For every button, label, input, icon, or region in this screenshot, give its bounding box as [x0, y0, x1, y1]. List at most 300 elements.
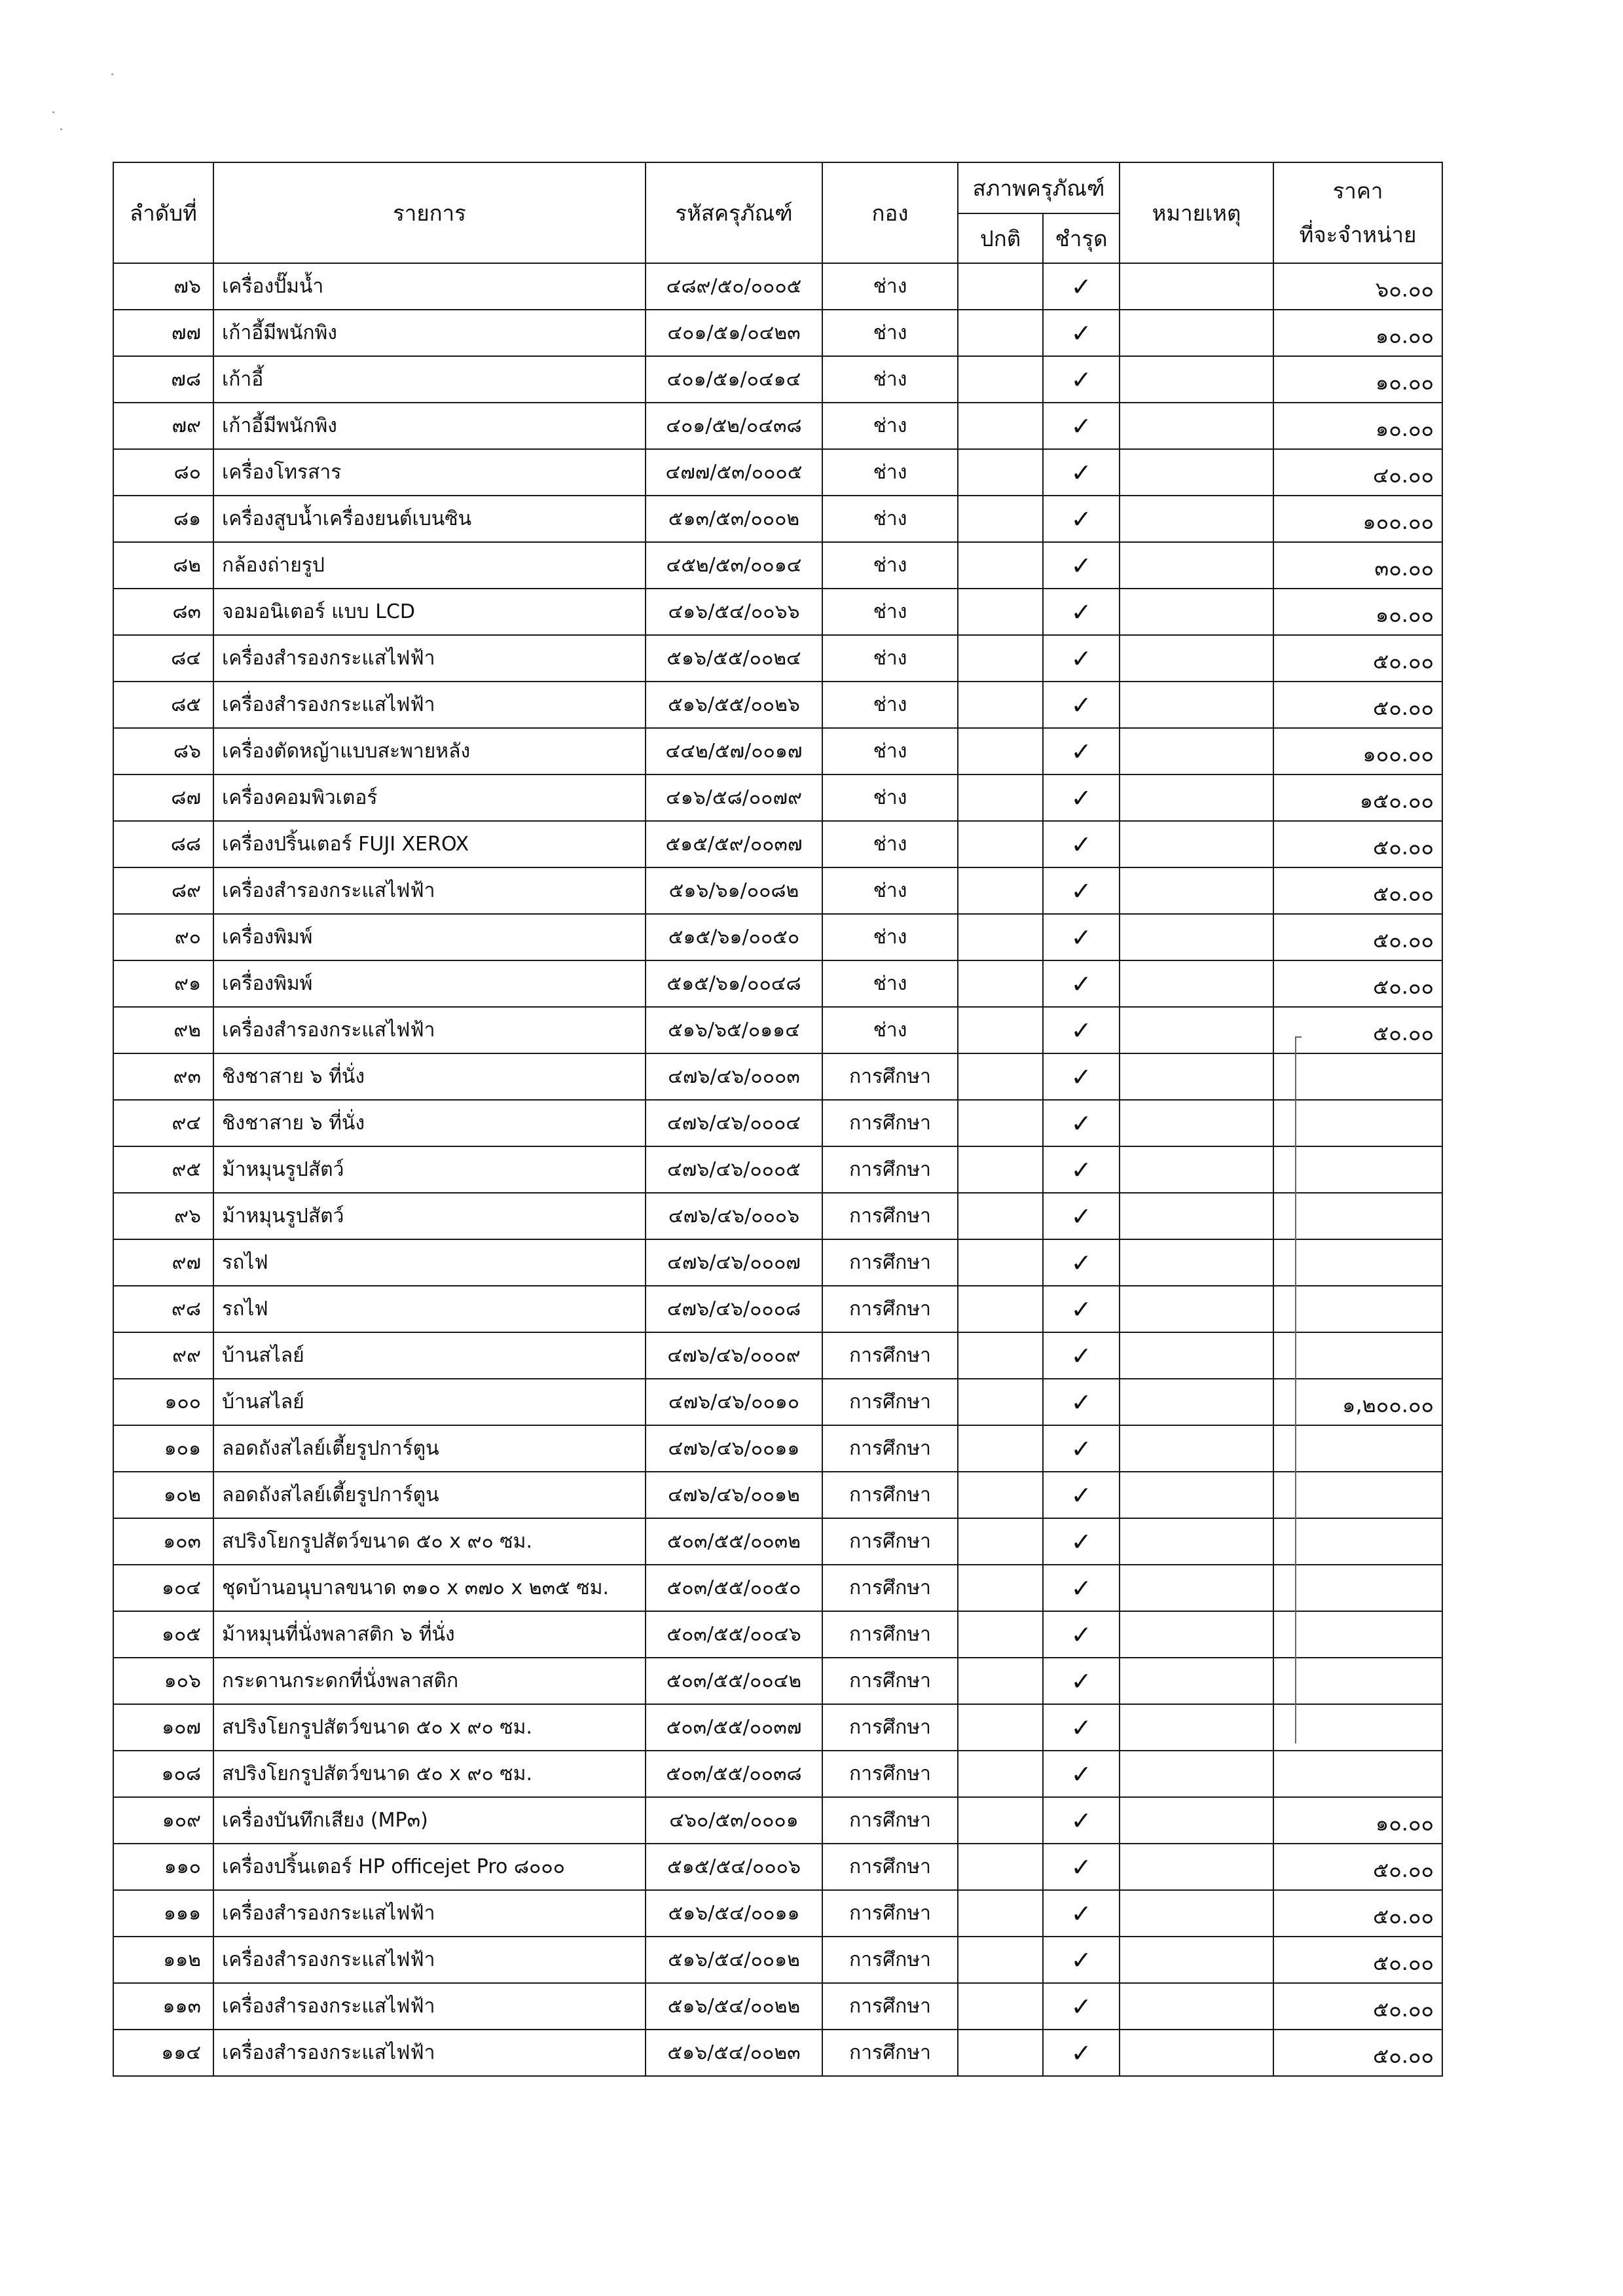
row-asset-code: ๕๑๖/๕๔/๐๐๒๓ [646, 2030, 822, 2076]
row-normal-cell [958, 1239, 1043, 1286]
row-number: ๑๑๐ [113, 1844, 213, 1890]
header-damaged: ชำรุด [1043, 213, 1120, 263]
row-division: การศึกษา [822, 1704, 958, 1751]
row-price: ๕๐.๐๐ [1273, 2030, 1442, 2076]
row-number: ๑๐๒ [113, 1472, 213, 1518]
row-damaged-check-icon: ✓ [1043, 914, 1120, 960]
row-asset-code: ๕๐๓/๕๕/๐๐๓๗ [646, 1704, 822, 1751]
row-division: การศึกษา [822, 1146, 958, 1193]
row-remark-cell [1120, 1472, 1273, 1518]
row-damaged-check-icon: ✓ [1043, 728, 1120, 774]
row-division: การศึกษา [822, 1100, 958, 1146]
row-division: การศึกษา [822, 1332, 958, 1379]
row-normal-cell [958, 682, 1043, 728]
row-normal-cell [958, 1286, 1043, 1332]
row-division: การศึกษา [822, 1472, 958, 1518]
row-division: การศึกษา [822, 1937, 958, 1983]
row-number: ๑๐๔ [113, 1565, 213, 1611]
row-asset-code: ๔๗๖/๔๖/๐๐๑๑ [646, 1425, 822, 1472]
row-number: ๑๐๕ [113, 1611, 213, 1658]
row-division: ช่าง [822, 821, 958, 867]
row-number: ๙๐ [113, 914, 213, 960]
row-remark-cell [1120, 496, 1273, 542]
row-division: ช่าง [822, 867, 958, 914]
row-division: การศึกษา [822, 1053, 958, 1100]
row-division: ช่าง [822, 589, 958, 635]
row-price: ๑๐.๐๐ [1273, 403, 1442, 449]
row-damaged-check-icon: ✓ [1043, 356, 1120, 403]
row-normal-cell [958, 914, 1043, 960]
row-price: ๕๐.๐๐ [1273, 867, 1442, 914]
row-price: ๕๐.๐๐ [1273, 635, 1442, 682]
row-damaged-check-icon: ✓ [1043, 1844, 1120, 1890]
row-price: ๕๐.๐๐ [1273, 1983, 1442, 2030]
row-division: การศึกษา [822, 1658, 958, 1704]
table-row [113, 1983, 1442, 2030]
table-row [113, 1472, 1442, 1518]
row-asset-code: ๔๕๒/๕๓/๐๐๑๔ [646, 542, 822, 589]
row-price: ๕๐.๐๐ [1273, 1007, 1442, 1053]
row-asset-code: ๕๑๖/๕๔/๐๐๒๒ [646, 1983, 822, 2030]
row-item-name: จอมอนิเตอร์ แบบ LCD [213, 589, 646, 635]
row-normal-cell [958, 1983, 1043, 2030]
row-item-name: เก้าอี้มีพนักพิง [213, 403, 646, 449]
header-price-line2: ที่จะจำหน่าย [1299, 222, 1417, 247]
row-normal-cell [958, 635, 1043, 682]
row-number: ๑๐๐ [113, 1379, 213, 1425]
row-normal-cell [958, 1146, 1043, 1193]
row-remark-cell [1120, 1007, 1273, 1053]
row-asset-code: ๕๑๕/๕๔/๐๐๐๖ [646, 1844, 822, 1890]
row-item-name: เครื่องพิมพ์ [213, 960, 646, 1007]
row-price [1273, 1053, 1442, 1100]
row-item-name: ชุดบ้านอนุบาลขนาด ๓๑๐ x ๓๗๐ x ๒๓๕ ซม. [213, 1565, 646, 1611]
row-asset-code: ๔๗๖/๔๖/๐๐๐๘ [646, 1286, 822, 1332]
row-asset-code: ๕๐๓/๕๕/๐๐๔๖ [646, 1611, 822, 1658]
row-item-name: เครื่องบันทึกเสียง (MP๓) [213, 1797, 646, 1844]
row-normal-cell [958, 496, 1043, 542]
row-price [1273, 1518, 1442, 1565]
row-normal-cell [958, 774, 1043, 821]
row-normal-cell [958, 960, 1043, 1007]
row-price [1273, 1658, 1442, 1704]
table-row [113, 403, 1442, 449]
row-remark-cell [1120, 867, 1273, 914]
row-remark-cell [1120, 589, 1273, 635]
row-damaged-check-icon: ✓ [1043, 1332, 1120, 1379]
table-row [113, 728, 1442, 774]
table-row [113, 1518, 1442, 1565]
row-damaged-check-icon: ✓ [1043, 589, 1120, 635]
row-item-name: เครื่องโทรสาร [213, 449, 646, 496]
table-row [113, 1611, 1442, 1658]
row-damaged-check-icon: ✓ [1043, 1239, 1120, 1286]
row-damaged-check-icon: ✓ [1043, 867, 1120, 914]
row-damaged-check-icon: ✓ [1043, 635, 1120, 682]
row-number: ๙๔ [113, 1100, 213, 1146]
row-number: ๑๑๑ [113, 1890, 213, 1937]
row-damaged-check-icon: ✓ [1043, 1658, 1120, 1704]
row-number: ๗๙ [113, 403, 213, 449]
table-row [113, 635, 1442, 682]
row-item-name: รถไฟ [213, 1286, 646, 1332]
row-price: ๑๐.๐๐ [1273, 1797, 1442, 1844]
row-remark-cell [1120, 1704, 1273, 1751]
row-price: ๑๐๐.๐๐ [1273, 728, 1442, 774]
row-price [1273, 1611, 1442, 1658]
row-item-name: กระดานกระดกที่นั่งพลาสติก [213, 1658, 646, 1704]
table-row [113, 1379, 1442, 1425]
row-normal-cell [958, 403, 1043, 449]
row-division: ช่าง [822, 960, 958, 1007]
row-item-name: กล้องถ่ายรูป [213, 542, 646, 589]
row-remark-cell [1120, 682, 1273, 728]
row-item-name: เครื่องตัดหญ้าแบบสะพายหลัง [213, 728, 646, 774]
row-normal-cell [958, 1518, 1043, 1565]
table-row [113, 1100, 1442, 1146]
row-damaged-check-icon: ✓ [1043, 1472, 1120, 1518]
row-item-name: เครื่องสูบน้ำเครื่องยนต์เบนซิน [213, 496, 646, 542]
row-asset-code: ๔๖๐/๕๓/๐๐๐๑ [646, 1797, 822, 1844]
row-price: ๑๕๐.๐๐ [1273, 774, 1442, 821]
row-remark-cell [1120, 728, 1273, 774]
row-remark-cell [1120, 310, 1273, 356]
row-damaged-check-icon: ✓ [1043, 1146, 1120, 1193]
row-number: ๑๐๗ [113, 1704, 213, 1751]
row-division: ช่าง [822, 635, 958, 682]
row-damaged-check-icon: ✓ [1043, 263, 1120, 310]
row-remark-cell [1120, 1239, 1273, 1286]
row-damaged-check-icon: ✓ [1043, 1286, 1120, 1332]
row-normal-cell [958, 1007, 1043, 1053]
row-damaged-check-icon: ✓ [1043, 1565, 1120, 1611]
row-number: ๑๐๘ [113, 1751, 213, 1797]
row-item-name: ชิงชาสาย ๖ ที่นั่ง [213, 1100, 646, 1146]
row-normal-cell [958, 310, 1043, 356]
header-condition: สภาพครุภัณฑ์ [958, 162, 1120, 213]
row-price [1273, 1704, 1442, 1751]
table-row [113, 960, 1442, 1007]
row-item-name: บ้านสไลย์ [213, 1332, 646, 1379]
row-remark-cell [1120, 1425, 1273, 1472]
row-normal-cell [958, 1890, 1043, 1937]
table-row [113, 589, 1442, 635]
row-number: ๘๒ [113, 542, 213, 589]
row-item-name: สปริงโยกรูปสัตว์ขนาด ๕๐ x ๙๐ ซม. [213, 1751, 646, 1797]
table-row [113, 1844, 1442, 1890]
row-item-name: เครื่องสำรองกระแสไฟฟ้า [213, 1937, 646, 1983]
row-number: ๑๐๓ [113, 1518, 213, 1565]
row-item-name: ลอดถังสไลย์เตี้ยรูปการ์ตูน [213, 1472, 646, 1518]
row-number: ๙๙ [113, 1332, 213, 1379]
row-remark-cell [1120, 1658, 1273, 1704]
row-normal-cell [958, 1565, 1043, 1611]
table-row [113, 1937, 1442, 1983]
table-row [113, 356, 1442, 403]
row-damaged-check-icon: ✓ [1043, 449, 1120, 496]
row-division: ช่าง [822, 774, 958, 821]
row-division: ช่าง [822, 728, 958, 774]
row-asset-code: ๕๑๕/๕๙/๐๐๓๗ [646, 821, 822, 867]
row-remark-cell [1120, 914, 1273, 960]
row-item-name: เครื่องคอมพิวเตอร์ [213, 774, 646, 821]
row-price: ๕๐.๐๐ [1273, 1937, 1442, 1983]
row-division: การศึกษา [822, 1611, 958, 1658]
row-price [1273, 1239, 1442, 1286]
row-remark-cell [1120, 1332, 1273, 1379]
table-row [113, 1890, 1442, 1937]
row-remark-cell [1120, 542, 1273, 589]
table-row [113, 774, 1442, 821]
row-remark-cell [1120, 1937, 1273, 1983]
row-number: ๘๗ [113, 774, 213, 821]
table-row [113, 1704, 1442, 1751]
row-number: ๗๗ [113, 310, 213, 356]
row-remark-cell [1120, 1518, 1273, 1565]
table-row [113, 1332, 1442, 1379]
row-asset-code: ๔๐๑/๕๒/๐๔๓๘ [646, 403, 822, 449]
row-damaged-check-icon: ✓ [1043, 1937, 1120, 1983]
table-row [113, 1286, 1442, 1332]
table-row [113, 821, 1442, 867]
row-number: ๘๘ [113, 821, 213, 867]
row-item-name: เก้าอี้ [213, 356, 646, 403]
row-division: ช่าง [822, 310, 958, 356]
row-remark-cell [1120, 1890, 1273, 1937]
row-division: ช่าง [822, 914, 958, 960]
row-division: การศึกษา [822, 1193, 958, 1239]
header-no: ลำดับที่ [113, 162, 213, 263]
table-header [113, 162, 1442, 263]
row-number: ๘๖ [113, 728, 213, 774]
row-price [1273, 1425, 1442, 1472]
row-price [1273, 1565, 1442, 1611]
row-remark-cell [1120, 1146, 1273, 1193]
row-remark-cell [1120, 2030, 1273, 2076]
row-asset-code: ๕๐๓/๕๕/๐๐๓๒ [646, 1518, 822, 1565]
table-row [113, 542, 1442, 589]
row-asset-code: ๕๐๓/๕๕/๐๐๓๘ [646, 1751, 822, 1797]
row-remark-cell [1120, 356, 1273, 403]
row-damaged-check-icon: ✓ [1043, 403, 1120, 449]
row-normal-cell [958, 2030, 1043, 2076]
row-division: ช่าง [822, 356, 958, 403]
row-item-name: เครื่องพิมพ์ [213, 914, 646, 960]
row-asset-code: ๕๑๓/๕๓/๐๐๐๒ [646, 496, 822, 542]
header-division: กอง [822, 162, 958, 263]
row-damaged-check-icon: ✓ [1043, 1425, 1120, 1472]
row-remark-cell [1120, 774, 1273, 821]
row-normal-cell [958, 1611, 1043, 1658]
header-price-line1: ราคา [1332, 178, 1383, 204]
row-price: ๑๐.๐๐ [1273, 356, 1442, 403]
table-row [113, 1007, 1442, 1053]
row-remark-cell [1120, 635, 1273, 682]
row-asset-code: ๔๗๖/๔๖/๐๐๑๐ [646, 1379, 822, 1425]
row-asset-code: ๔๑๖/๕๘/๐๐๗๙ [646, 774, 822, 821]
row-asset-code: ๔๐๑/๕๑/๐๔๑๔ [646, 356, 822, 403]
table-row [113, 1239, 1442, 1286]
row-price: ๕๐.๐๐ [1273, 682, 1442, 728]
row-division: การศึกษา [822, 1286, 958, 1332]
row-number: ๘๑ [113, 496, 213, 542]
table-body [113, 263, 1442, 2076]
table-row [113, 867, 1442, 914]
table-row [113, 1146, 1442, 1193]
row-damaged-check-icon: ✓ [1043, 682, 1120, 728]
row-remark-cell [1120, 1379, 1273, 1425]
row-item-name: เครื่องสำรองกระแสไฟฟ้า [213, 682, 646, 728]
row-asset-code: ๕๑๕/๖๑/๐๐๔๘ [646, 960, 822, 1007]
row-damaged-check-icon: ✓ [1043, 542, 1120, 589]
table-row [113, 1053, 1442, 1100]
row-damaged-check-icon: ✓ [1043, 1100, 1120, 1146]
row-item-name: เครื่องสำรองกระแสไฟฟ้า [213, 635, 646, 682]
table-row [113, 2030, 1442, 2076]
row-division: ช่าง [822, 1007, 958, 1053]
row-price: ๑๐.๐๐ [1273, 589, 1442, 635]
row-normal-cell [958, 1425, 1043, 1472]
row-number: ๙๕ [113, 1146, 213, 1193]
row-damaged-check-icon: ✓ [1043, 1797, 1120, 1844]
row-price: ๑,๒๐๐.๐๐ [1273, 1379, 1442, 1425]
row-damaged-check-icon: ✓ [1043, 1053, 1120, 1100]
row-number: ๘๓ [113, 589, 213, 635]
row-number: ๑๐๖ [113, 1658, 213, 1704]
row-asset-code: ๔๑๖/๕๔/๐๐๖๖ [646, 589, 822, 635]
row-item-name: เก้าอี้มีพนักพิง [213, 310, 646, 356]
row-price [1273, 1146, 1442, 1193]
table-row [113, 914, 1442, 960]
row-number: ๙๖ [113, 1193, 213, 1239]
row-remark-cell [1120, 960, 1273, 1007]
row-damaged-check-icon: ✓ [1043, 1007, 1120, 1053]
table-row [113, 1565, 1442, 1611]
row-number: ๙๗ [113, 1239, 213, 1286]
row-division: การศึกษา [822, 1751, 958, 1797]
row-price: ๑๐๐.๐๐ [1273, 496, 1442, 542]
row-price: ๓๐.๐๐ [1273, 542, 1442, 589]
row-number: ๘๐ [113, 449, 213, 496]
table-row [113, 1751, 1442, 1797]
row-item-name: ลอดถังสไลย์เตี้ยรูปการ์ตูน [213, 1425, 646, 1472]
row-normal-cell [958, 356, 1043, 403]
row-normal-cell [958, 449, 1043, 496]
row-remark-cell [1120, 1797, 1273, 1844]
row-normal-cell [958, 1053, 1043, 1100]
table-row [113, 310, 1442, 356]
row-normal-cell [958, 1844, 1043, 1890]
row-asset-code: ๔๗๗/๕๓/๐๐๐๕ [646, 449, 822, 496]
row-damaged-check-icon: ✓ [1043, 1890, 1120, 1937]
row-normal-cell [958, 1704, 1043, 1751]
row-item-name: เครื่องสำรองกระแสไฟฟ้า [213, 1890, 646, 1937]
header-remark: หมายเหตุ [1120, 162, 1273, 263]
price-group-bracket [1295, 1036, 1296, 1743]
row-damaged-check-icon: ✓ [1043, 1193, 1120, 1239]
row-number: ๗๘ [113, 356, 213, 403]
row-price [1273, 1286, 1442, 1332]
row-number: ๗๖ [113, 263, 213, 310]
row-damaged-check-icon: ✓ [1043, 774, 1120, 821]
scan-speck [60, 128, 62, 130]
row-item-name: เครื่องสำรองกระแสไฟฟ้า [213, 867, 646, 914]
row-division: การศึกษา [822, 1425, 958, 1472]
scan-speck [52, 111, 54, 113]
row-item-name: เครื่องสำรองกระแสไฟฟ้า [213, 1983, 646, 2030]
row-asset-code: ๕๑๖/๕๔/๐๐๑๒ [646, 1937, 822, 1983]
row-remark-cell [1120, 1193, 1273, 1239]
row-asset-code: ๔๗๖/๔๖/๐๐๐๖ [646, 1193, 822, 1239]
scan-speck [111, 73, 113, 75]
row-damaged-check-icon: ✓ [1043, 310, 1120, 356]
row-item-name: ม้าหมุนรูปสัตว์ [213, 1146, 646, 1193]
row-remark-cell [1120, 1844, 1273, 1890]
row-normal-cell [958, 821, 1043, 867]
row-asset-code: ๔๗๖/๔๖/๐๐๐๙ [646, 1332, 822, 1379]
row-number: ๙๑ [113, 960, 213, 1007]
row-price [1273, 1193, 1442, 1239]
table-row [113, 263, 1442, 310]
row-asset-code: ๕๑๖/๕๕/๐๐๒๖ [646, 682, 822, 728]
header-code: รหัสครุภัณฑ์ [646, 162, 822, 263]
row-number: ๑๐๑ [113, 1425, 213, 1472]
row-item-name: เครื่องสำรองกระแสไฟฟ้า [213, 2030, 646, 2076]
row-number: ๙๒ [113, 1007, 213, 1053]
row-remark-cell [1120, 1286, 1273, 1332]
row-number: ๙๓ [113, 1053, 213, 1100]
row-remark-cell [1120, 1100, 1273, 1146]
row-normal-cell [958, 1751, 1043, 1797]
row-item-name: เครื่องสำรองกระแสไฟฟ้า [213, 1007, 646, 1053]
row-damaged-check-icon: ✓ [1043, 1983, 1120, 2030]
row-price: ๔๐.๐๐ [1273, 449, 1442, 496]
row-division: การศึกษา [822, 1797, 958, 1844]
row-asset-code: ๕๑๖/๕๕/๐๐๒๔ [646, 635, 822, 682]
table-row [113, 449, 1442, 496]
row-item-name: สปริงโยกรูปสัตว์ขนาด ๕๐ x ๙๐ ซม. [213, 1518, 646, 1565]
row-asset-code: ๔๗๖/๔๖/๐๐๑๒ [646, 1472, 822, 1518]
table-row [113, 1658, 1442, 1704]
row-item-name: ชิงชาสาย ๖ ที่นั่ง [213, 1053, 646, 1100]
row-normal-cell [958, 867, 1043, 914]
row-division: การศึกษา [822, 2030, 958, 2076]
row-division: ช่าง [822, 403, 958, 449]
row-asset-code: ๔๗๖/๔๖/๐๐๐๕ [646, 1146, 822, 1193]
row-normal-cell [958, 1193, 1043, 1239]
row-remark-cell [1120, 1565, 1273, 1611]
row-price: ๕๐.๐๐ [1273, 1844, 1442, 1890]
header-normal: ปกติ [958, 213, 1043, 263]
row-division: ช่าง [822, 263, 958, 310]
row-number: ๘๔ [113, 635, 213, 682]
row-asset-code: ๔๗๖/๔๖/๐๐๐๓ [646, 1053, 822, 1100]
row-remark-cell [1120, 1611, 1273, 1658]
row-normal-cell [958, 1100, 1043, 1146]
price-group-bracket-tick [1295, 1036, 1302, 1038]
table-row [113, 496, 1442, 542]
table-row [113, 682, 1442, 728]
row-damaged-check-icon: ✓ [1043, 1379, 1120, 1425]
table-row [113, 1425, 1442, 1472]
row-division: การศึกษา [822, 1379, 958, 1425]
row-number: ๑๐๙ [113, 1797, 213, 1844]
row-damaged-check-icon: ✓ [1043, 1518, 1120, 1565]
row-item-name: ม้าหมุนรูปสัตว์ [213, 1193, 646, 1239]
row-asset-code: ๕๑๖/๖๑/๐๐๘๒ [646, 867, 822, 914]
row-number: ๘๕ [113, 682, 213, 728]
row-asset-code: ๕๑๖/๕๔/๐๐๑๑ [646, 1890, 822, 1937]
